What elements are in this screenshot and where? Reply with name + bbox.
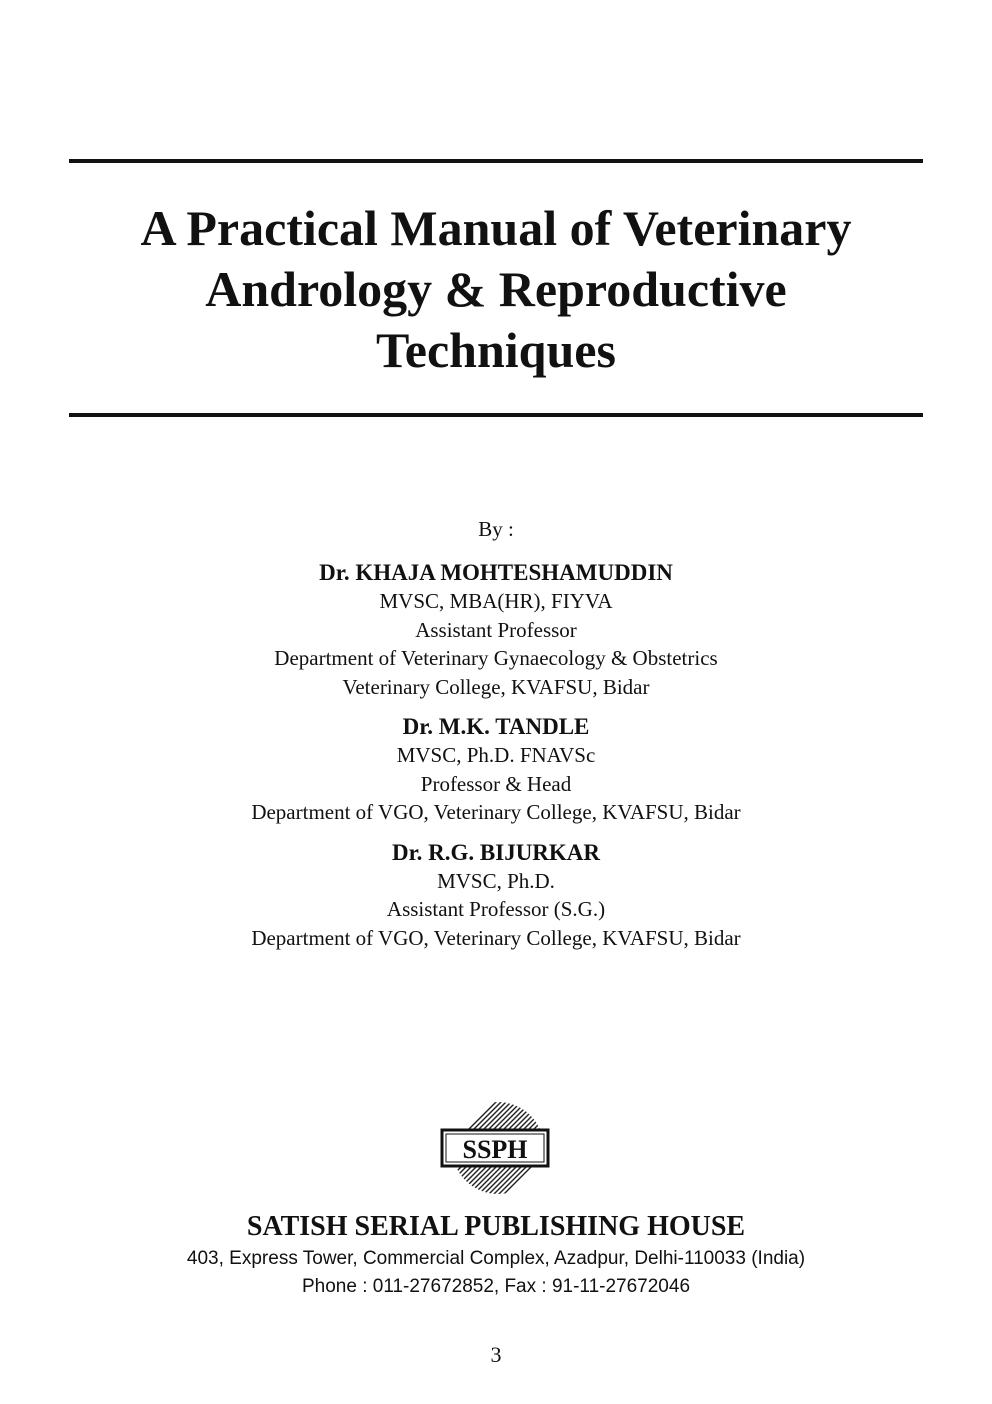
- publisher-block: [60, 1209, 932, 1301]
- author-name: Dr. M.K. TANDLE: [402, 714, 590, 739]
- authors-section: [100, 515, 892, 964]
- top-rule: [69, 159, 923, 163]
- ssph-logo-icon: [438, 1100, 554, 1200]
- author-detail: Professor & Head: [420, 771, 572, 796]
- author-detail: Department of VGO, Veterinary College, KVAFSU, Bidar: [251, 925, 741, 950]
- author-block: [100, 839, 892, 953]
- by-label: By :: [478, 517, 514, 541]
- bottom-rule: [69, 413, 923, 417]
- author-block: [100, 713, 892, 827]
- book-title: [60, 198, 932, 381]
- author-detail: Assistant Professor (S.G.): [386, 897, 606, 921]
- author-detail: MVSC, Ph.D.: [437, 868, 555, 893]
- author-name: Dr. KHAJA MOHTESHAMUDDIN: [319, 560, 673, 585]
- author-detail: MVSC, MBA(HR), FIYVA: [379, 589, 613, 613]
- title-line: Techniques: [376, 322, 616, 378]
- title-line: A Practical Manual of Veterinary: [140, 200, 852, 256]
- svg-text:SSPH: SSPH: [462, 1135, 528, 1164]
- author-detail: MVSC, Ph.D. FNAVSc: [396, 743, 596, 767]
- page-number: 3: [490, 1342, 502, 1367]
- author-detail: Veterinary College, KVAFSU, Bidar: [342, 674, 650, 699]
- author-detail: Department of VGO, Veterinary College, KVAFSU, Bidar: [251, 800, 741, 824]
- title-line: Andrology & Reproductive: [205, 261, 787, 317]
- author-name: Dr. R.G. BIJURKAR: [391, 839, 601, 865]
- publisher-address: 403, Express Tower, Commercial Complex, Azadpur, Delhi-110033 (India): [186, 1248, 806, 1269]
- author-block: [100, 559, 892, 701]
- author-detail: Assistant Professor: [415, 617, 577, 642]
- publisher-contact: Phone : 011-27672852, Fax : 91-11-27672046: [301, 1276, 691, 1297]
- publisher-name: SATISH SERIAL PUBLISHING HOUSE: [246, 1211, 746, 1242]
- author-detail: Department of Veterinary Gynaecology & Obstetrics: [274, 646, 718, 670]
